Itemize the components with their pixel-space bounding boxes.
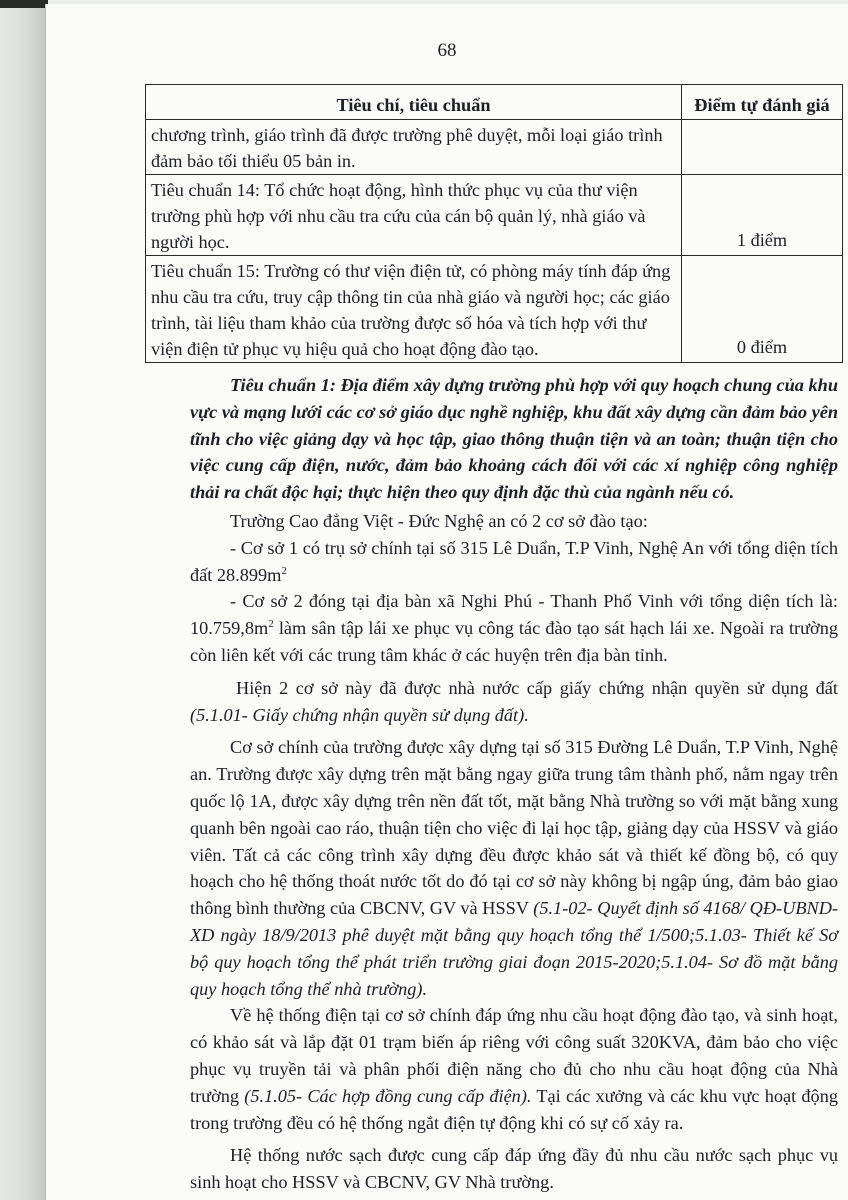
table-header-row <box>146 85 843 120</box>
score-cell: 1 điểm <box>682 175 843 256</box>
body-text <box>190 372 838 1196</box>
criteria-text: chương trình, giáo trình đã được trường phê duyệt, mỗi loại giáo trình đảm bảo tối thiểu 05 bản in. <box>146 120 682 175</box>
criteria-table <box>145 84 843 363</box>
evidence-reference: (5.1-02- Quyết định số 4168/ QĐ-UBND-XD ngày 18/9/2013 phê duyệt mặt bằng quy hoạch tổng thể 1/500;5.1.03- Thiết kế Sơ bộ quy hoạch tổng thể phát triển trường giai đoạn 2015-2020;5.1.04- Sơ đồ mặt bằng quy hoạch tổng thể nhà trường). <box>190 898 838 999</box>
table-row <box>146 175 843 256</box>
water-paragraph: Hệ thống nước sạch được cung cấp đáp ứng đầy đủ nhu cầu nước sạch phục vụ sinh hoạt cho HSSV và CBCNV, GV Nhà trường. <box>190 1145 838 1193</box>
scan-corner <box>0 0 48 8</box>
header-score: Điểm tự đánh giá <box>682 85 843 120</box>
evidence-reference: (5.1.05- Các hợp đồng cung cấp điện). <box>244 1085 532 1106</box>
certificate-paragraph <box>190 675 838 729</box>
book-spine <box>0 0 46 1200</box>
criteria-text: Tiêu chuẩn 14: Tổ chức hoạt động, hình thức phục vụ của thư viện trường phù hợp với nhu cầu tra cứu của cán bộ quản lý, nhà giáo và người học. <box>146 175 682 256</box>
evidence-reference: (5.1.01- Giấy chứng nhận quyền sử dụng đất). <box>190 704 529 725</box>
score-cell: 0 điểm <box>682 256 843 363</box>
page-number: 68 <box>437 40 457 61</box>
criteria-text: Tiêu chuẩn 15: Trường có thư viện điện tử, có phòng máy tính đáp ứng nhu cầu tra cứu, truy cập thông tin của nhà giáo và người học; các giáo trình, tài liệu tham khảo của trường được số hóa và tích hợp với thư viện điện tử phục vụ hiệu quả cho hoạt động đào tạo. <box>146 256 682 363</box>
campus-2-text: - Cơ sở 2 đóng tại địa bàn xã Nghi Phú - Thanh Phố Vinh với tổng diện tích là: 10.759,8m <box>190 591 838 639</box>
main-campus-paragraph <box>190 734 838 1002</box>
header-criteria: Tiêu chí, tiêu chuẩn <box>146 85 682 120</box>
campus-1-paragraph <box>190 535 838 589</box>
campus-2-text-rest: làm sân tập lái xe phục vụ công tác đào tạo sát hạch lái xe. Ngoài ra trường còn liên kết với các trung tâm khác ở các huyện trên địa bàn tỉnh. <box>190 618 838 665</box>
table-row <box>146 256 843 363</box>
campus-2-paragraph <box>190 588 838 668</box>
intro-paragraph: Trường Cao đẳng Việt - Đức Nghệ an có 2 cơ sở đào tạo: <box>230 510 648 531</box>
standard-heading: Tiêu chuẩn 1: Địa điểm xây dựng trường phù hợp với quy hoạch chung của khu vực và mạng lưới các cơ sở giáo dục nghề nghiệp, khu đất xây dựng cần đảm bảo yên tĩnh cho việc giảng dạy và học tập, giao thông thuận tiện và an toàn; thuận tiện cho việc cung cấp điện, nước, đảm bảo khoảng cách đối với các xí nghiệp công nghiệp thải ra chất độc hại; thực hiện theo quy định đặc thù của ngành nếu có. <box>190 375 838 503</box>
electric-paragraph <box>190 1002 838 1136</box>
superscript: 2 <box>281 564 287 577</box>
campus-1-text: - Cơ sở 1 có trụ sở chính tại số 315 Lê Duẩn, T.P Vinh, Nghệ An với tổng diện tích đất 28.899m <box>190 537 838 585</box>
score-cell <box>682 120 843 175</box>
electric-text: Về hệ thống điện tại cơ sở chính đáp ứng nhu cầu hoạt động đào tạo, và sinh hoạt, có khảo sát và lắp đặt 01 trạm biến áp riêng với công suất 320KVA, đảm bảo cho việc phục vụ truyền tải và phân phối điện năng cho đủ cho nhu cầu hoạt động của Nhà trường <box>190 1005 838 1106</box>
electric-text-rest: Tại các xưởng và các khu vực hoạt động trong trường đều có hệ thống ngắt điện tự động khi có sự cố xảy ra. <box>190 1085 838 1133</box>
superscript: 2 <box>268 618 274 631</box>
main-campus-text: Cơ sở chính của trường được xây dựng tại số 315 Đường Lê Duẩn, T.P Vinh, Nghệ an. Trường được xây dựng trên mặt bằng ngay giữa trung tâm thành phố, nằm ngay trên quốc lộ 1A, được xây dựng trên nền đất tốt, mặt bằng Nhà trường so với mặt bằng xung quanh bên ngoài cao ráo, thuận tiện cho việc đi lại học tập, giảng dạy của HSSV và giáo viên. Tất cả các công trình xây dựng đều được khảo sát và thiết kế đồng bộ, có quy hoạch cho hệ thống thoát nước tốt do đó tại cơ sở này không bị ngập úng, đảm bảo giao thông bình thường của CBCNV, GV và HSSV <box>190 737 838 919</box>
table-row <box>146 120 843 175</box>
certificate-text: Hiện 2 cơ sở này đã được nhà nước cấp giấy chứng nhận quyền sử dụng đất <box>236 677 838 698</box>
